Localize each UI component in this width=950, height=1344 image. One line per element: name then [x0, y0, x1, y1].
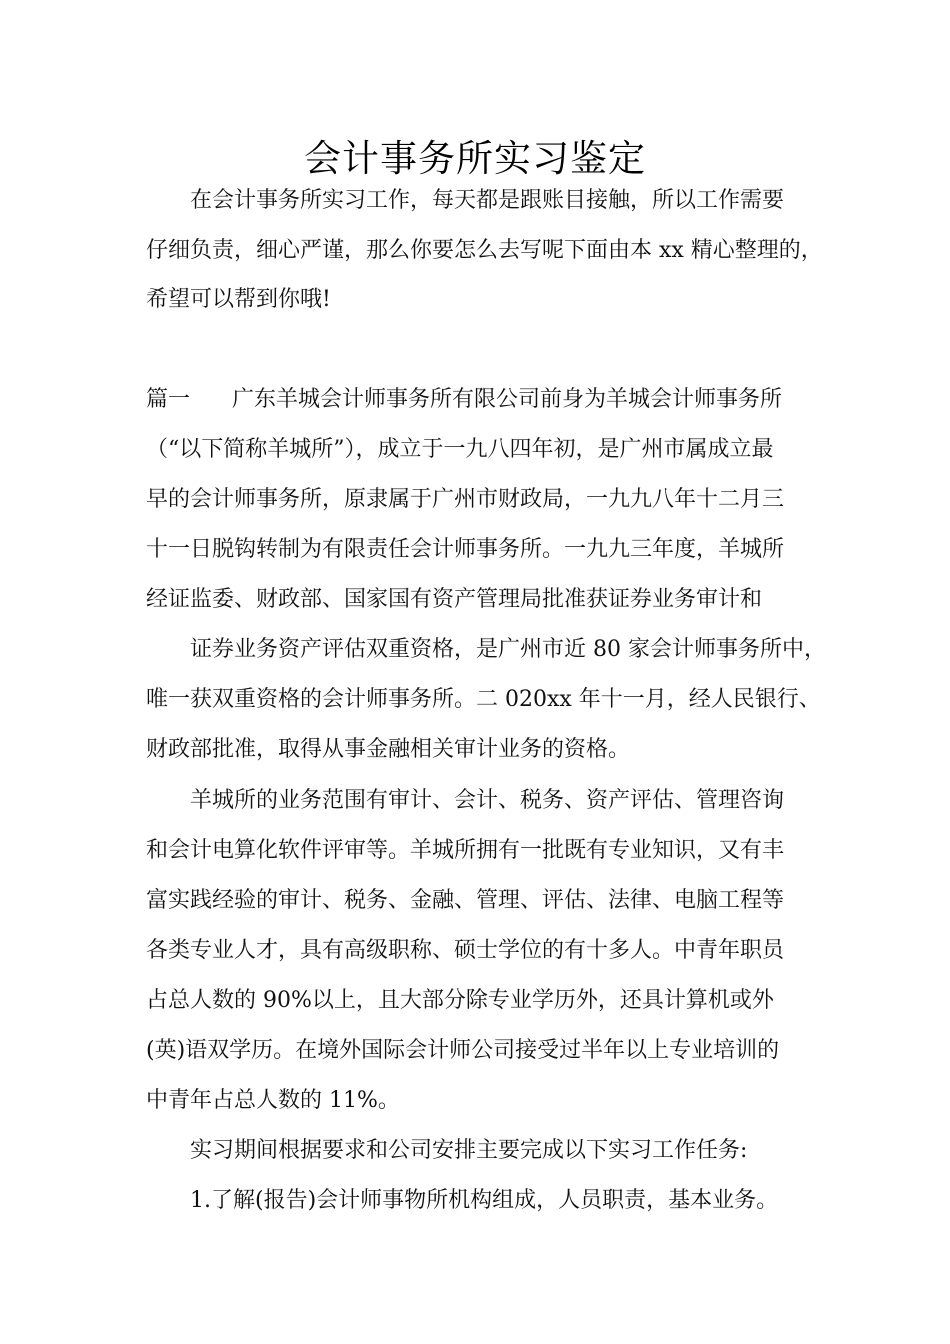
section3-line-6: (英)语双学历。在境外国际会计师公司接受过半年以上专业培训的 — [146, 1038, 780, 1063]
intro-line-3: 希望可以帮到你哦! — [146, 287, 331, 312]
section2-line-2: 唯一获双重资格的会计师事务所。二 020xx 年十一月，经人民银行、 — [146, 687, 821, 712]
section3-line-2: 和会计电算化软件评审等。羊城所拥有一批既有专业知识，又有丰 — [146, 838, 785, 863]
section2-line-1: 证券业务资产评估双重资格，是广州市近 80 家会计师事务所中， — [190, 637, 826, 662]
section1-line-5: 经证监委、财政部、国家国有资产管理局批准获证券业务审计和 — [146, 587, 763, 612]
tasks-intro: 实习期间根据要求和公司安排主要完成以下实习工作任务: — [190, 1138, 748, 1163]
section-first-text: 广东羊城会计师事务所有限公司前身为羊城会计师事务所 — [232, 387, 783, 412]
intro-line-1: 在会计事务所实习工作，每天都是跟账目接触，所以工作需要 — [190, 188, 785, 213]
section-first-line — [146, 385, 782, 415]
intro-line-2: 仔细负责，细心严谨，那么你要怎么去写呢下面由本 xx 精心整理的， — [146, 238, 823, 263]
section1-line-4: 十一日脱钩转制为有限责任会计师事务所。一九九三年度，羊城所 — [146, 537, 785, 562]
section1-line-3: 早的会计师事务所，原隶属于广州市财政局，一九九八年十二月三 — [146, 487, 785, 512]
section1-line-2: （“以下简称羊城所”），成立于一九八四年初，是广州市属成立最 — [146, 437, 774, 462]
section3-line-5: 占总人数的 90%以上，且大部分除专业学历外，还具计算机或外 — [146, 988, 774, 1013]
task-item-1: 1.了解(报告)会计师事物所机构组成，人员职责，基本业务。 — [190, 1188, 779, 1213]
section2-line-3: 财政部批准，取得从事金融相关审计业务的资格。 — [146, 737, 631, 762]
section3-line-4: 各类专业人才，具有高级职称、硕士学位的有十多人。中青年职员 — [146, 938, 785, 963]
document-title: 会计事务所实习鉴定 — [304, 137, 646, 180]
section-label: 篇一 — [146, 387, 191, 412]
section3-line-3: 富实践经验的审计、税务、金融、管理、评估、法律、电脑工程等 — [146, 888, 785, 913]
section3-line-1: 羊城所的业务范围有审计、会计、税务、资产评估、管理咨询 — [190, 788, 785, 813]
section3-line-7: 中青年占总人数的 11%。 — [146, 1088, 400, 1113]
